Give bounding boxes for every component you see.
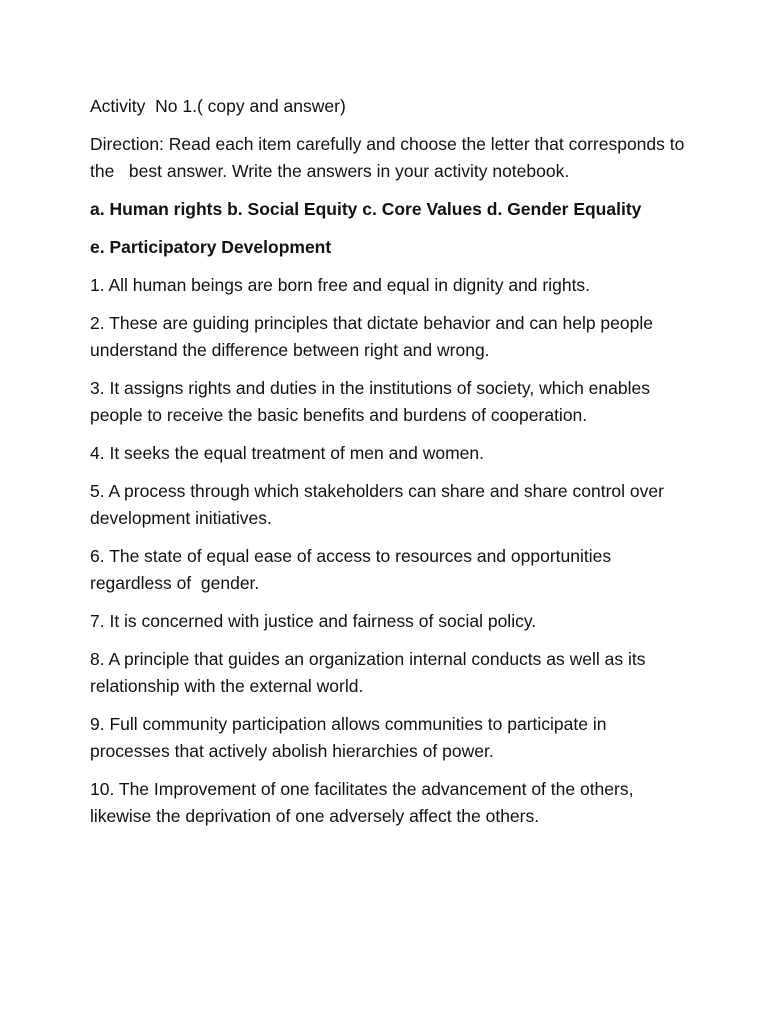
question-item-2: 2. These are guiding principles that dictate behavior and can help people understand the difference between right and wrong. <box>90 313 658 360</box>
question-item-10: 10. The Improvement of one facilitates the advancement of the others, likewise the deprivation of one adversely affect the others. <box>90 779 639 826</box>
question-item-3: 3. It assigns rights and duties in the institutions of society, which enables people to receive the basic benefits and burdens of cooperation. <box>90 378 655 425</box>
question-item-9: 9. Full community participation allows communities to participate in processes that actively abolish hierarchies of power. <box>90 714 612 761</box>
question-item-8: 8. A principle that guides an organization internal conducts as well as its relationship with the external world. <box>90 649 651 696</box>
question-item-1: 1. All human beings are born free and equal in dignity and rights. <box>90 275 591 295</box>
question-item-7: 7. It is concerned with justice and fairness of social policy. <box>90 611 537 631</box>
question-item-4: 4. It seeks the equal treatment of men and women. <box>90 443 484 463</box>
document-body <box>90 93 690 841</box>
choices-line-2: e. Participatory Development <box>90 237 332 257</box>
direction-text: Direction: Read each item carefully and choose the letter that corresponds to the best answer. Write the answers in your activity notebook. <box>90 134 690 181</box>
question-item-5: 5. A process through which stakeholders can share and share control over development initiatives. <box>90 481 669 528</box>
choices-line-1: a. Human rights b. Social Equity c. Core Values d. Gender Equality <box>90 199 642 219</box>
question-item-6: 6. The state of equal ease of access to resources and opportunities regardless of gender. <box>90 546 616 593</box>
activity-title: Activity No 1.( copy and answer) <box>90 96 346 116</box>
